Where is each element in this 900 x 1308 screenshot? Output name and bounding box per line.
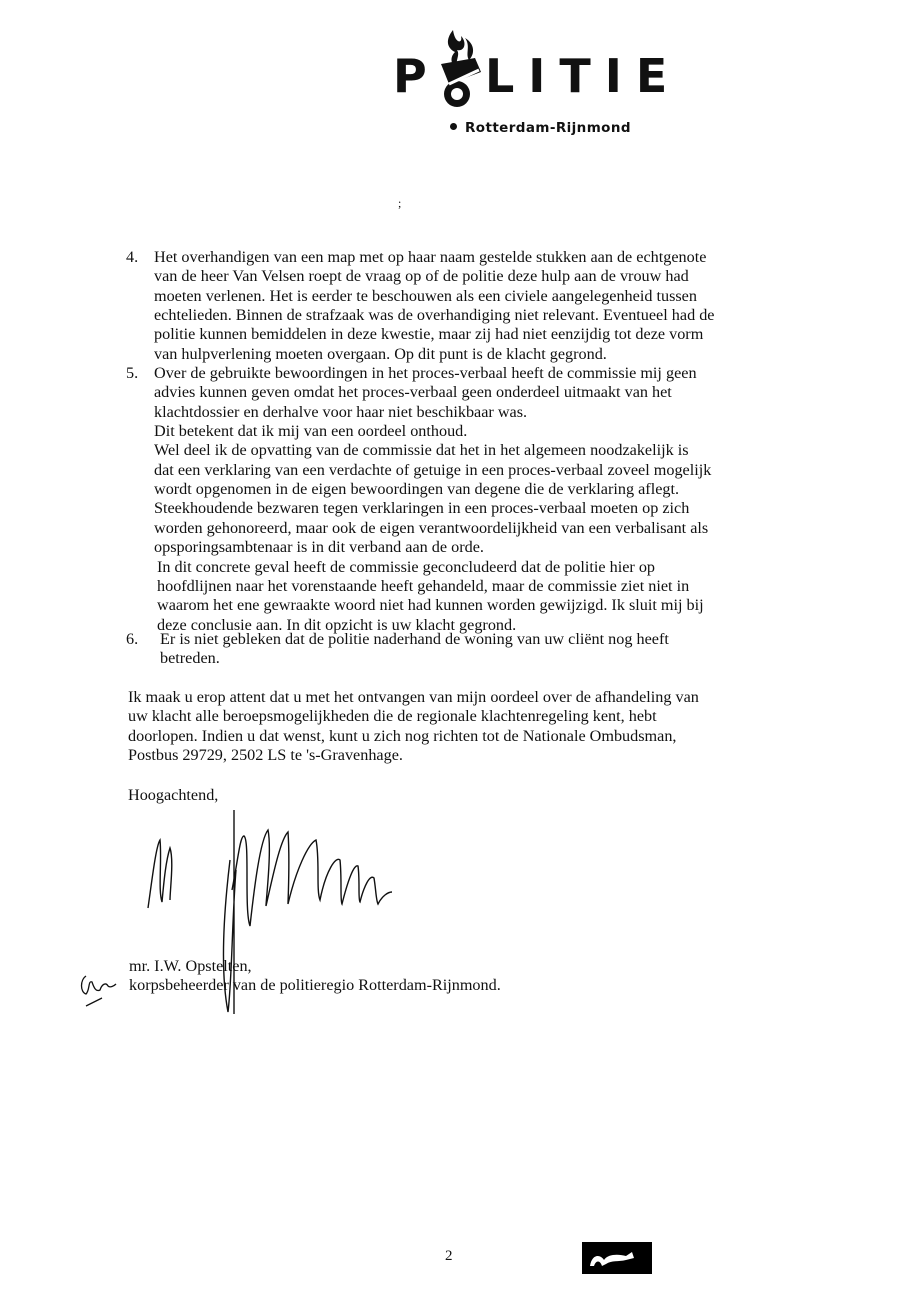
page-number: 2	[445, 1248, 453, 1264]
list-item-line: advies kunnen geven omdat het proces-verbaal geen onderdeel uitmaakt van het	[154, 383, 672, 402]
list-item-line: waarom het ene gewraakte woord niet had kunnen worden gewijzigd. Ik sluit mij bij	[157, 596, 704, 615]
list-item-line: klachtdossier en derhalve voor haar niet beschikbaar was.	[154, 402, 528, 421]
list-item-line: worden gehonoreerd, maar ook de eigen verantwoordelijkheid van een verbalisant als	[154, 518, 709, 537]
list-item-line: Het overhandigen van een map met op haar naam gestelde stukken aan de echtgenote	[154, 248, 707, 266]
list-item-line: Over de gebruikte bewoordingen in het proces-verbaal heeft de commissie mij geen	[154, 364, 697, 382]
list-item-line: moeten verlenen. Het is eerder te beschouwen als een civiele aangelegenheid tussen	[154, 286, 697, 305]
list-item-line: van de heer Van Velsen roept de vraag op of de politie deze hulp aan de vrouw had	[154, 267, 689, 286]
closing-line: uw klacht alle beroepsmogelijkheden die de regionale klachtenregeling kent, hebt	[128, 707, 657, 726]
list-item-line: deze conclusie aan. In dit opzicht is uw klacht gegrond.	[157, 615, 517, 634]
list-item-number: 5.	[126, 364, 139, 382]
list-item-line: Steekhoudende bezwaren tegen verklaringen in een proces-verbaal moeten op zich	[154, 499, 690, 518]
signatory-name: mr. I.W. Opstelten,	[129, 957, 252, 975]
list-item-line: Er is niet gebleken dat de politie naderhand de woning van uw cliënt nog heeft	[160, 630, 669, 648]
salutation: Hoogachtend,	[128, 786, 219, 804]
closing-line: Postbus 29729, 2502 LS te 's-Gravenhage.	[128, 746, 403, 765]
logo-letter-p: P	[393, 49, 441, 103]
list-item-line: opsporingsambtenaar is in dit verband aan de orde.	[154, 538, 484, 557]
region-text: Rotterdam-Rijnmond	[465, 120, 631, 136]
closing-line: doorlopen. Indien u dat wenst, kunt u zich nog richten tot de Nationale Ombudsman,	[128, 726, 677, 745]
signatory-title: korpsbeheerder van de politieregio Rotterdam-Rijnmond.	[129, 976, 501, 994]
list-item-line: van hulpverlening moeten overgaan. Op dit punt is de klacht gegrond.	[154, 344, 607, 363]
police-emblem-icon	[435, 28, 485, 112]
closing-line: Ik maak u erop attent dat u met het ontvangen van mijn oordeel over de afhandeling van	[128, 688, 699, 706]
list-item-line: betreden.	[160, 649, 220, 668]
politie-logo	[393, 46, 682, 106]
region-label	[450, 120, 631, 136]
list-item-line: hoofdlijnen naar het vorenstaande heeft gehandeld, maar de commissie ziet niet in	[157, 576, 690, 595]
handwritten-initials	[78, 970, 133, 1010]
stray-mark: ;	[398, 196, 402, 210]
list-item-line: dat een verklaring van een verdachte of getuige in een proces-verbaal zoveel mogelijk	[154, 460, 712, 479]
stamp-mark	[582, 1242, 652, 1274]
list-item-line: wordt opgenomen in de eigen bewoordingen van degene die de verklaring aflegt.	[154, 480, 680, 499]
list-item-number: 4.	[126, 248, 139, 266]
list-item-line: Wel deel ik de opvatting van de commissie dat het in het algemeen noodzakelijk is	[154, 441, 689, 460]
stamp-glyph-icon	[582, 1242, 652, 1274]
list-item-line: Dit betekent dat ik mij van een oordeel onthoud.	[154, 422, 468, 441]
bullet-dot-icon	[450, 123, 457, 130]
list-item-line: echtelieden. Binnen de strafzaak was de overhandiging niet relevant. Eventueel had de	[154, 306, 715, 325]
list-item-number: 6.	[126, 630, 139, 648]
list-item-line: politie kunnen bemiddelen in deze kwestie, maar zij had niet eenzijdig tot deze vorm	[154, 325, 704, 344]
list-item-line: In dit concrete geval heeft de commissie geconcludeerd dat de politie hier op	[157, 557, 656, 576]
logo-letters: LITIE	[485, 49, 682, 103]
